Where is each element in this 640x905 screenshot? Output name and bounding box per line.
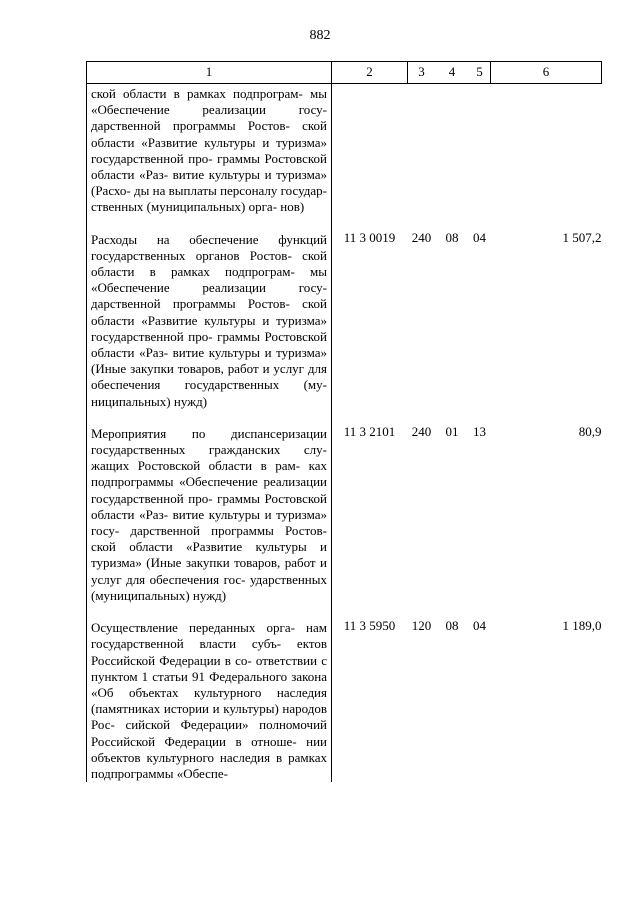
row-vr	[408, 84, 436, 216]
row-code	[332, 84, 408, 216]
row-pr: 04	[473, 229, 486, 245]
page-number: 882	[309, 28, 331, 43]
row-gap	[87, 216, 602, 230]
row-vr: 120	[411, 618, 432, 634]
column-header-6: 6	[491, 62, 602, 84]
column-header-5: 5	[469, 62, 491, 84]
row-vr: 240	[411, 423, 432, 439]
row-description: Расходы на обеспечение функций государственных органов Ростов- ской области в рамках подпрограм- мы «Обеспечение реализации госу- дарственной программы Ростов- ской области «Развитие культуры и туризма» государственной про- граммы Ростовской области «Раз- витие культуры и туризма» (Иные закупки товаров, работ и услуг для обеспечения государственных (му- ниципальных) нужд)	[87, 230, 332, 410]
row-pr: 13	[473, 423, 486, 439]
table-row	[87, 84, 602, 216]
row-amount: 1 189,0	[562, 618, 602, 634]
column-header-2: 2	[332, 62, 408, 84]
table-header-row	[87, 62, 602, 84]
row-rz	[436, 84, 469, 216]
row-code: 11 3 0019	[343, 229, 396, 245]
row-pr	[469, 84, 491, 216]
row-pr: 04	[473, 618, 486, 634]
budget-table	[86, 61, 602, 782]
row-rz: 01	[445, 423, 459, 439]
row-amount: 80,9	[578, 423, 602, 439]
row-vr: 240	[411, 229, 432, 245]
row-code: 11 3 5950	[343, 618, 396, 634]
column-header-1: 1	[87, 62, 332, 84]
row-amount	[491, 84, 602, 216]
row-gap	[87, 604, 602, 618]
row-gap	[87, 410, 602, 424]
row-code: 11 3 2101	[343, 423, 396, 439]
row-rz: 08	[445, 618, 459, 634]
column-header-3: 3	[408, 62, 436, 84]
table-row	[87, 424, 602, 604]
table-row	[87, 618, 602, 782]
row-description: Мероприятия по диспансеризации государственных гражданских слу- жащих Ростовской области в рам- ках подпрограммы «Обеспечение реализации государственной про- граммы Ростовской области «Раз- витие культуры и туризма» госу- дарственной программы Ростов- ской области «Развитие культуры и туризма» (Иные закупки товаров, работ и услуг для обеспечения гос- ударственных (муниципальных) нужд)	[87, 424, 332, 604]
row-rz: 08	[445, 229, 459, 245]
column-header-4: 4	[436, 62, 469, 84]
row-description: Осуществление переданных орга- нам государственной власти субъ- ектов Российской Федерации в со- ответствии с пунктом 1 статьи 91 Федерального закона «Об объектах культурного наследия (памятниках истории и культуры) народов Рос- сийской Федерации» полномочий Российской Федерации в отноше- нии объектов культурного наследия в рамках подпрограммы «Обеспе-	[87, 618, 332, 782]
row-description: ской области в рамках подпрограм- мы «Обеспечение реализации госу- дарственной программы Ростов- ской области «Развитие культуры и туризма» государственной про- граммы Ростовской области «Раз- витие культуры и туризма» (Расхо- ды на выплаты персоналу государ- ственных (муниципальных) орга- нов)	[87, 84, 332, 216]
row-amount: 1 507,2	[562, 229, 602, 245]
table-row	[87, 230, 602, 410]
